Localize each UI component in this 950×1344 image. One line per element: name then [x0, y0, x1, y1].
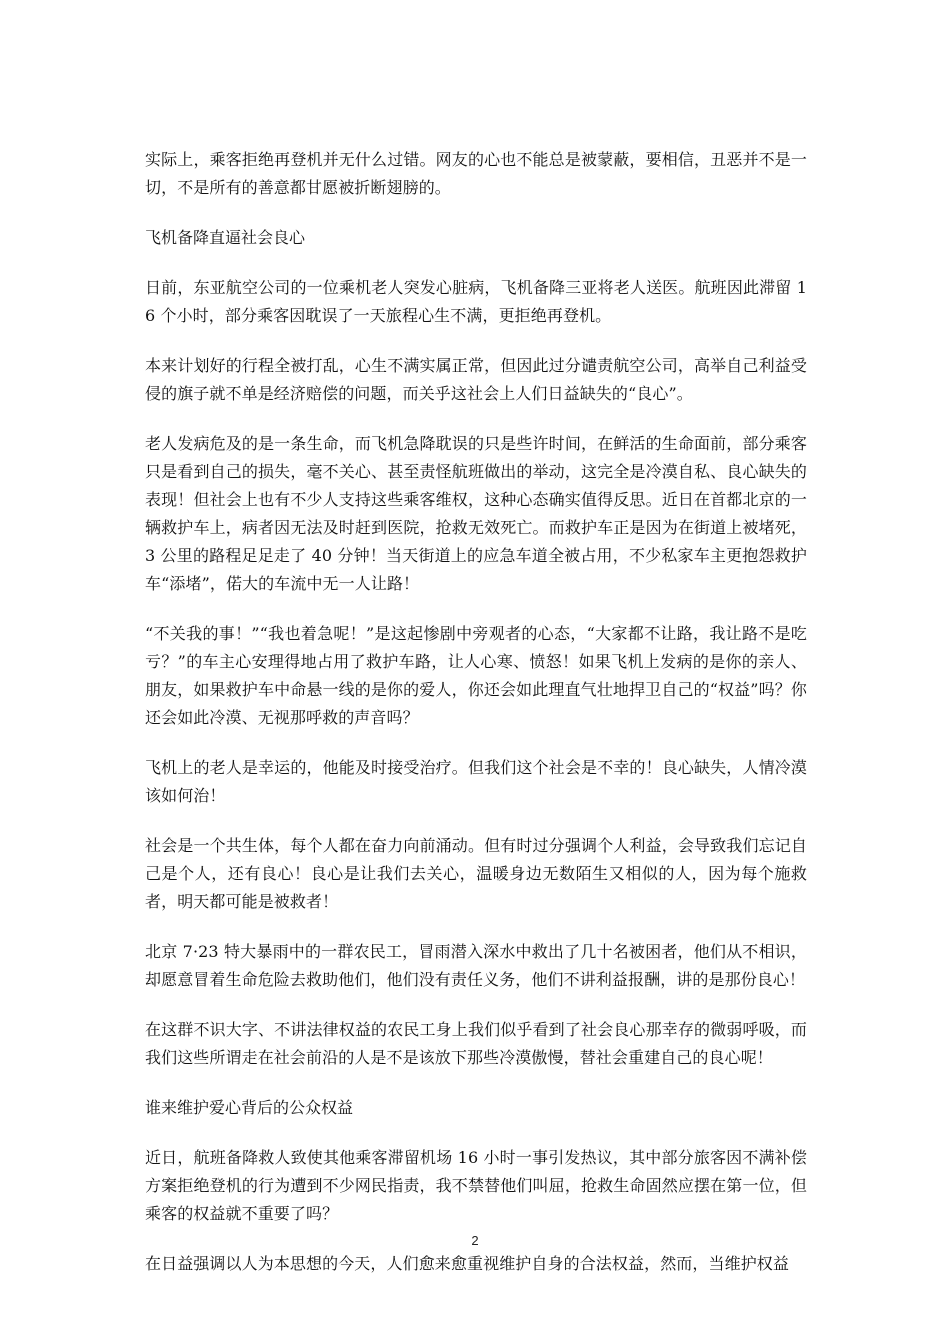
- body-paragraph: 北京 7·23 特大暴雨中的一群农民工，冒雨潜入深水中救出了几十名被困者，他们从不相识，却愿意冒着生命危险去救助他们，他们没有责任义务，他们不讲利益报酬，讲的是那份良心！: [145, 942, 807, 989]
- body-paragraph: 老人发病危及的是一条生命，而飞机急降耽误的只是些许时间，在鲜活的生命面前，部分乘客只是看到自己的损失，毫不关心、甚至责怪航班做出的举动，这完全是冷漠自私、良心缺失的表现！但社会上也有不少人支持这些乘客维权，这种心态确实值得反思。近日在首都北京的一辆救护车上，病者因无法及时赶到医院，抢救无效死亡。而救护车正是因为在街道上被堵死，3 公里的路程足足走了 40 分钟！当天街道上的应急车道全被占用，不少私家车主更抱怨救护车“添堵”，偌大的车流中无一人让路！: [145, 434, 807, 593]
- body-paragraph: 日前，东亚航空公司的一位乘机老人突发心脏病，飞机备降三亚将老人送医。航班因此滞留 16 个小时，部分乘客因耽误了一天旅程心生不满，更拒绝再登机。: [145, 278, 807, 325]
- body-paragraph: 社会是一个共生体，每个人都在奋力向前涌动。但有时过分强调个人利益，会导致我们忘记自己是个人，还有良心！良心是让我们去关心，温暖身边无数陌生又相似的人，因为每个施救者，明天都可能是被救者！: [145, 836, 807, 911]
- body-paragraph: 飞机上的老人是幸运的，他能及时接受治疗。但我们这个社会是不幸的！良心缺失，人情冷漠该如何治！: [145, 758, 807, 805]
- document-body: [145, 146, 807, 1300]
- page-number: 2: [471, 1233, 479, 1248]
- body-paragraph: 本来计划好的行程全被打乱，心生不满实属正常，但因此过分谴责航空公司，高举自己利益受侵的旗子就不单是经济赔偿的问题，而关乎这社会上人们日益缺失的“良心”。: [145, 356, 807, 403]
- body-paragraph: 近日，航班备降救人致使其他乘客滞留机场 16 小时一事引发热议，其中部分旅客因不满补偿方案拒绝登机的行为遭到不少网民指责，我不禁替他们叫屈，抢救生命固然应摆在第一位，但乘客的权益就不重要了吗？: [145, 1148, 807, 1223]
- body-paragraph: 在这群不识大字、不讲法律权益的农民工身上我们似乎看到了社会良心那幸存的微弱呼吸，而我们这些所谓走在社会前沿的人是不是该放下那些冷漠傲慢，替社会重建自己的良心呢！: [145, 1020, 807, 1067]
- body-paragraph: 在日益强调以人为本思想的今天，人们愈来愈重视维护自身的合法权益，然而，当维护权益: [145, 1254, 790, 1273]
- body-paragraph: “不关我的事！”“我也着急呢！”是这起惨剧中旁观者的心态，“大家都不让路，我让路不是吃亏？”的车主心安理得地占用了救护车路，让人心寒、愤怒！如果飞机上发病的是你的亲人、朋友，如果救护车中命悬一线的是你的爱人，你还会如此理直气壮地捍卫自己的“权益”吗？你还会如此冷漠、无视那呼救的声音吗？: [145, 624, 807, 727]
- section-heading: 谁来维护爱心背后的公众权益: [145, 1098, 354, 1117]
- body-paragraph: 实际上，乘客拒绝再登机并无什么过错。网友的心也不能总是被蒙蔽，要相信，丑恶并不是一切，不是所有的善意都甘愿被折断翅膀的。: [145, 150, 807, 197]
- section-heading: 飞机备降直逼社会良心: [145, 228, 306, 247]
